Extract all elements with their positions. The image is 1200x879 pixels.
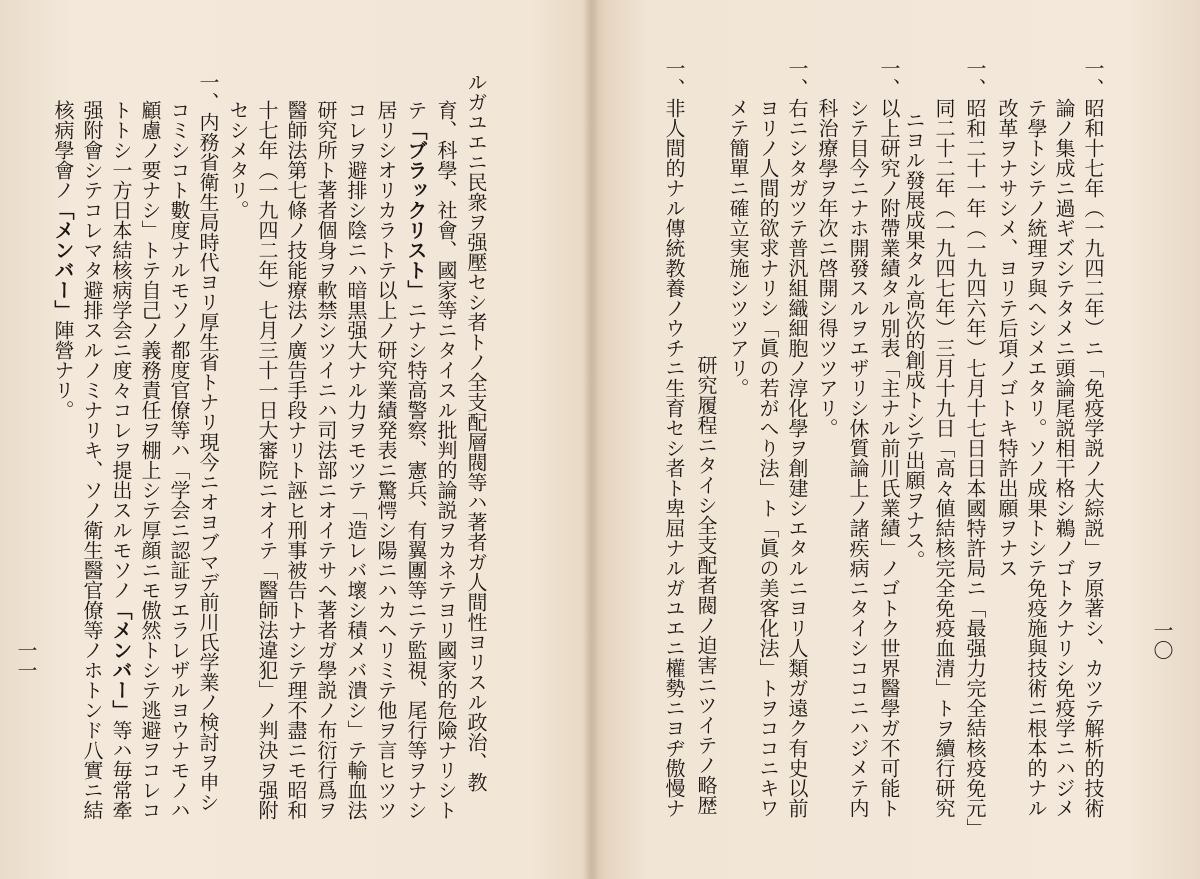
text-segment: 核病學會ノ xyxy=(51,100,75,200)
text-column xyxy=(137,100,163,820)
text-column xyxy=(1051,98,1077,818)
text-column xyxy=(403,100,429,820)
text-segment: 一、昭和二十一年（一九四六年）七月十七日日本國特許局ニ「最强力完全結核疫免元」 xyxy=(963,58,987,838)
emphasized-text: 「メンバー」 xyxy=(51,200,75,320)
text-segment: セシメタリ。 xyxy=(226,100,250,220)
text-column xyxy=(463,72,489,792)
text-segment: ニナシ特高警察、憲兵、有翼團等ニテ監視、尾行等ヲナシ xyxy=(404,300,428,820)
text-column xyxy=(784,58,810,818)
text-column xyxy=(814,98,840,438)
text-column xyxy=(845,98,871,818)
text-segment: コミシコト數度ナルモソノ都度官僚等ハ「学会ニ認証ヲエラレザルヨウナモノハ xyxy=(167,100,191,820)
text-segment: テ學トシテノ統理ヲ與ヘシメエタリ。ソノ成果トシテ免疫施與技術ニ根本的ナル xyxy=(1024,98,1048,818)
text-segment: 十七年（一九四二年）七月三十一日大審院ニオイテ「醫師法違犯」ノ判決ヲ强附 xyxy=(255,100,279,820)
text-column xyxy=(373,100,399,820)
text-segment: 一、非人間的ナル傳統教養ノウチニ生育セシ者ト卑屈ナルガユエニ權勢ニヨヂ傲慢ナ xyxy=(662,58,686,818)
text-column xyxy=(901,110,927,570)
text-segment: メテ簡單ニ確立実施シツツアリ。 xyxy=(726,98,750,398)
text-segment: 論ノ集成ニ過ギズシテタメニ頭論尾説相干格シ鵜ノゴトクナリシ免疫学ニハジメ xyxy=(1052,98,1076,818)
text-column xyxy=(283,100,309,820)
text-segment: 一、以上研究ノ附帶業績タル別表「主ナル前川氏業績」ノゴトク世界醫學ガ不可能ト xyxy=(877,58,901,818)
text-column xyxy=(225,100,251,220)
text-segment: 一、昭和十七年（一九四二年）ニ「免疫学説ノ大綜説」ヲ原著シ、カツテ解析的技術 xyxy=(1081,58,1105,818)
text-column xyxy=(343,100,369,820)
text-column xyxy=(876,58,902,818)
text-segment: シテ目今ニナホ開發スルヲエザリシ休質論上ノ諸疾病ニタイシココニハジメテ内 xyxy=(846,98,870,818)
text-column xyxy=(166,100,192,820)
text-column xyxy=(661,58,687,818)
text-segment: ルガユエニ民衆ヲ强壓セシ者トノ全支配層閥等ハ著者ガ人間性ヨリスル政治、教 xyxy=(464,72,488,792)
page-number: 一〇 xyxy=(1150,620,1174,660)
text-column xyxy=(108,100,134,820)
emphasized-text: 「メンバー」 xyxy=(109,600,133,720)
text-segment: 研究所ト著者個身ヲ軟禁シツイニハ司法部ニオイテサヘ著者ガ學説ノ布衍行爲ヲ xyxy=(314,100,338,820)
text-segment: コレヲ避排シ陰ニハ暗黒强大ナル力ヲモツテ「造レバ壞シ積メバ潰シ」テ輸血法 xyxy=(344,100,368,820)
text-column xyxy=(962,58,988,838)
book-gutter xyxy=(583,0,599,879)
page-number: 一一 xyxy=(14,640,38,680)
text-column xyxy=(725,98,751,398)
text-segment: 等ハ毎常牽 xyxy=(109,720,133,820)
text-column xyxy=(50,100,76,420)
text-segment: 同二十二年（一九四七年）三月十九日「高々値結核完全免疫血清」トヲ續行研究 xyxy=(932,98,956,818)
text-segment: 一、右ニシタガツテ普汎組織細胞ノ淳化學ヲ創建シエタルニヨリ人類ガ遠ク有史以前 xyxy=(785,58,809,818)
left-page xyxy=(0,0,590,879)
text-column xyxy=(79,100,105,820)
text-segment: 育、科學、社會、國家等ニタイスル批判的論説ヲカネテヨリ國家的危險ナリシト xyxy=(434,100,458,820)
text-segment: 一、内務省衛生局時代ヨリ厚生省トナリ現今ニオヨブマデ前川氏学業ノ検討ヲ申シ xyxy=(196,72,220,812)
text-column xyxy=(195,72,221,812)
text-column xyxy=(313,100,339,820)
text-segment: 改革ヲナサシメ、ヨリテ后項ノゴトキ特許出願ヲナス xyxy=(995,98,1019,578)
emphasized-text: 「ブラックリスト」 xyxy=(404,120,428,300)
text-segment: 陣營ナリ。 xyxy=(51,320,75,420)
text-segment: 醫師法第七條ノ技能療法ノ廣告手段ナリト誣ヒ刑事被告トナシテ理不盡ニモ昭和 xyxy=(284,100,308,820)
text-segment: ヨリノ人間的欲求ナリシ「眞の若がへり法」ト「眞の美客化法」トヲココニキワ xyxy=(756,98,780,818)
text-column xyxy=(1080,58,1106,818)
text-column xyxy=(931,98,957,818)
text-column xyxy=(994,98,1020,578)
text-segment: テ xyxy=(404,100,428,120)
text-segment: 居リシオリカラトテ以上ノ研究業績発表ニ驚愕シ陽ニハカヘリミテ他ヲ言ヒツツ xyxy=(374,100,398,820)
text-column xyxy=(254,100,280,820)
right-page xyxy=(600,0,1200,879)
text-column xyxy=(693,355,719,815)
text-column xyxy=(433,100,459,820)
text-segment: 顧慮ノ要ナシ」トテ自己ノ義務責任ヲ棚上シテ厚顔ニモ傲然トシテ逃避ヲコレコ xyxy=(138,100,162,820)
text-column xyxy=(1023,98,1049,818)
text-column xyxy=(755,98,781,818)
text-segment: 强附會シテコレマタ避排スルノミナリキ、ソノ衛生醫官僚等ノホトンド八實ニ結 xyxy=(80,100,104,820)
text-segment: 科治療學ヲ年次ニ啓開シ得ツツアリ。 xyxy=(815,98,839,438)
text-segment: ニヨル發展成果タル高次的創成トシテ出願ヲナス。 xyxy=(902,110,926,570)
text-segment: 研究履程ニタイシ全支配者閥ノ迫害ニツイテノ略歴 xyxy=(694,355,718,815)
text-segment: トトシ一方日本結核病学会ニ度々コレヲ提出スルモソノ xyxy=(109,100,133,600)
